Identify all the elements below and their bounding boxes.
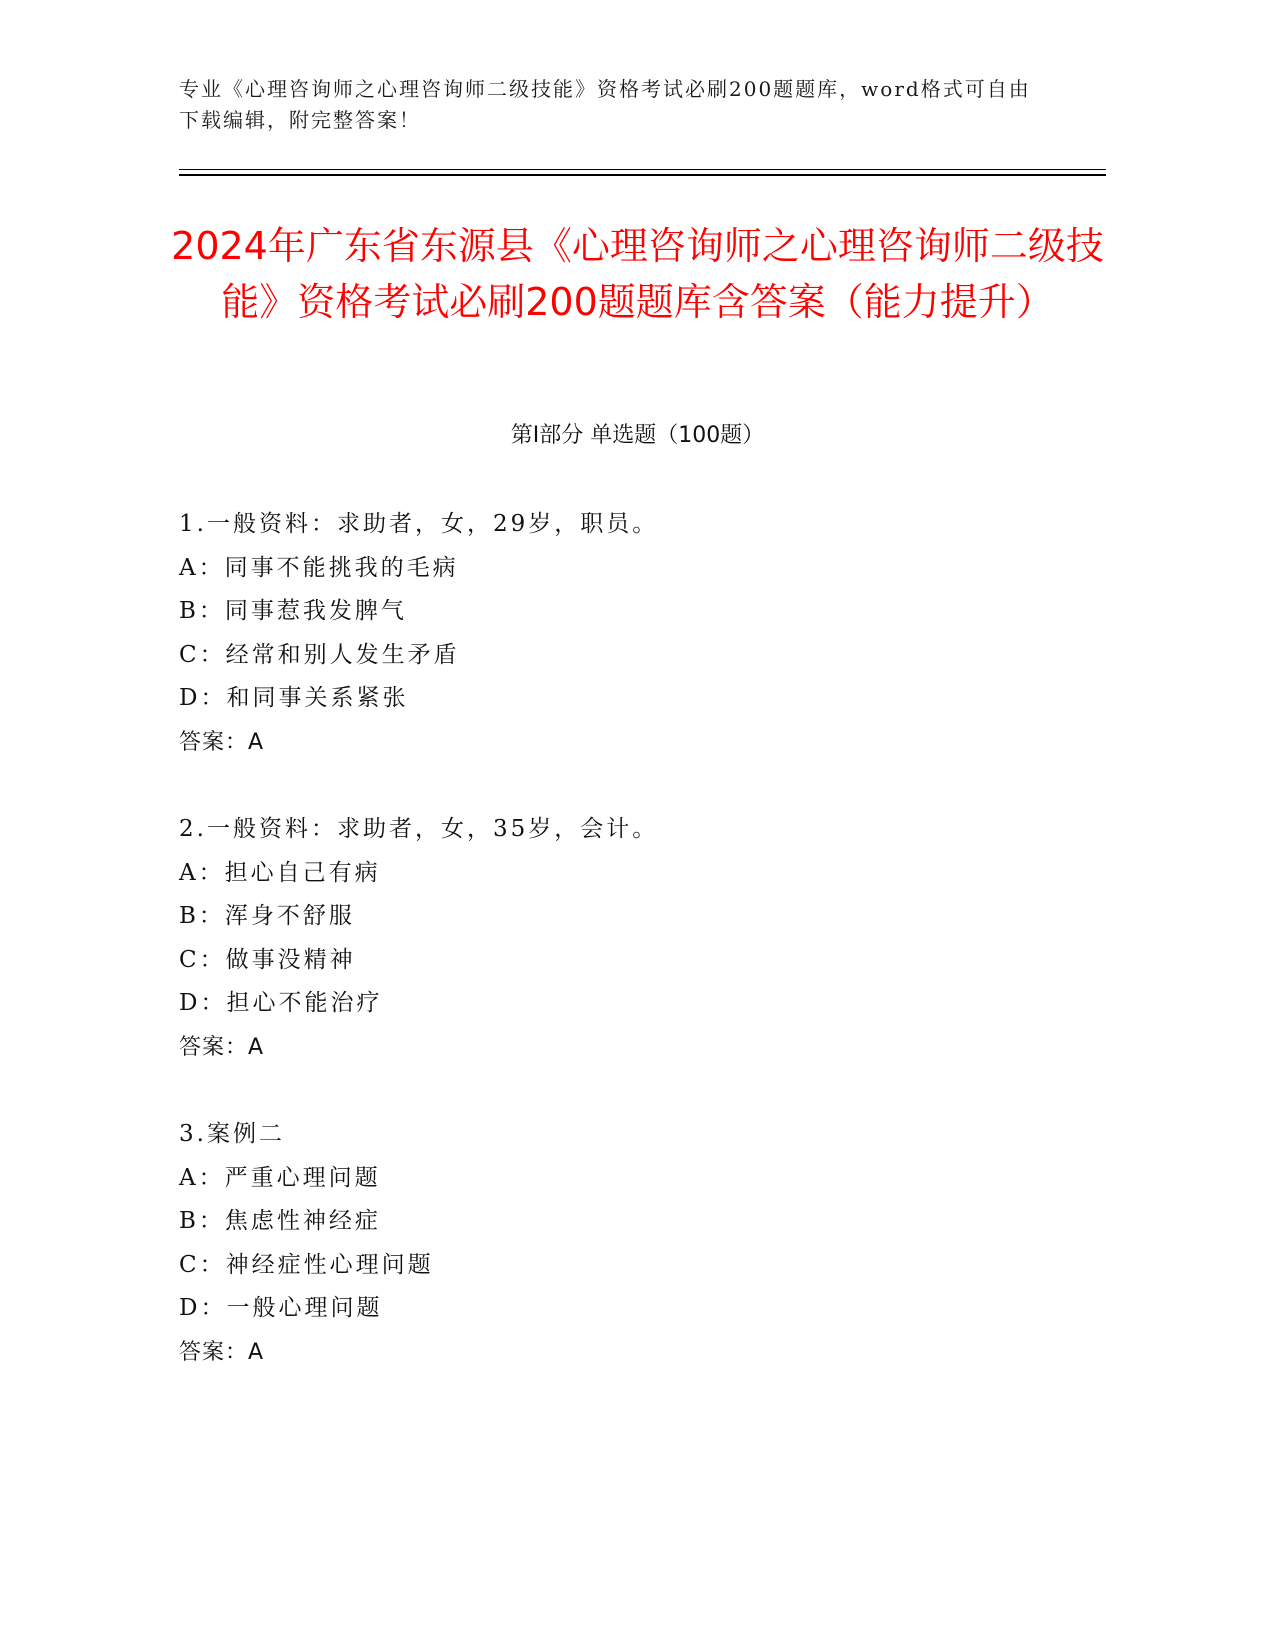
document-title: 2024年广东省东源县《心理咨询师之心理咨询师二级技能》资格考试必刷200题题库含答案（能力提升） bbox=[171, 224, 1104, 324]
option-c: C：经常和别人发生矛盾 bbox=[179, 641, 460, 668]
option-a: A：担心自己有病 bbox=[179, 859, 381, 886]
option-a: A：同事不能挑我的毛病 bbox=[179, 554, 459, 581]
answer-line: 答案：A bbox=[179, 1034, 265, 1060]
option-d: D：一般心理问题 bbox=[179, 1295, 383, 1321]
header-note: 专业《心理咨询师之心理咨询师二级技能》资格考试必刷200题题库，word格式可自由下载编辑，附完整答案！ bbox=[179, 77, 1031, 132]
option-c: C：神经症性心理问题 bbox=[179, 1251, 434, 1278]
option-b: B：浑身不舒服 bbox=[179, 903, 355, 929]
question-1 bbox=[179, 503, 1079, 764]
question-stem: 1.一般资料：求助者，女，29岁，职员。 bbox=[179, 511, 659, 537]
question-stem: 3.案例二 bbox=[179, 1121, 285, 1147]
answer-line: 答案：A bbox=[179, 1339, 265, 1365]
option-a: A：严重心理问题 bbox=[179, 1164, 381, 1191]
section-heading: 第I部分 单选题（100题） bbox=[510, 423, 765, 448]
option-d: D：和同事关系紧张 bbox=[179, 685, 409, 711]
header-rule-top bbox=[179, 169, 1106, 170]
option-b: B：同事惹我发脾气 bbox=[179, 598, 407, 624]
option-b: B：焦虑性神经症 bbox=[179, 1208, 381, 1234]
header-rule-bottom bbox=[179, 174, 1106, 176]
question-3 bbox=[179, 1113, 1079, 1374]
question-2 bbox=[179, 808, 1079, 1069]
question-stem: 2.一般资料：求助者，女，35岁，会计。 bbox=[179, 816, 659, 842]
option-c: C：做事没精神 bbox=[179, 946, 356, 973]
answer-line: 答案：A bbox=[179, 729, 265, 755]
option-d: D：担心不能治疗 bbox=[179, 990, 383, 1016]
